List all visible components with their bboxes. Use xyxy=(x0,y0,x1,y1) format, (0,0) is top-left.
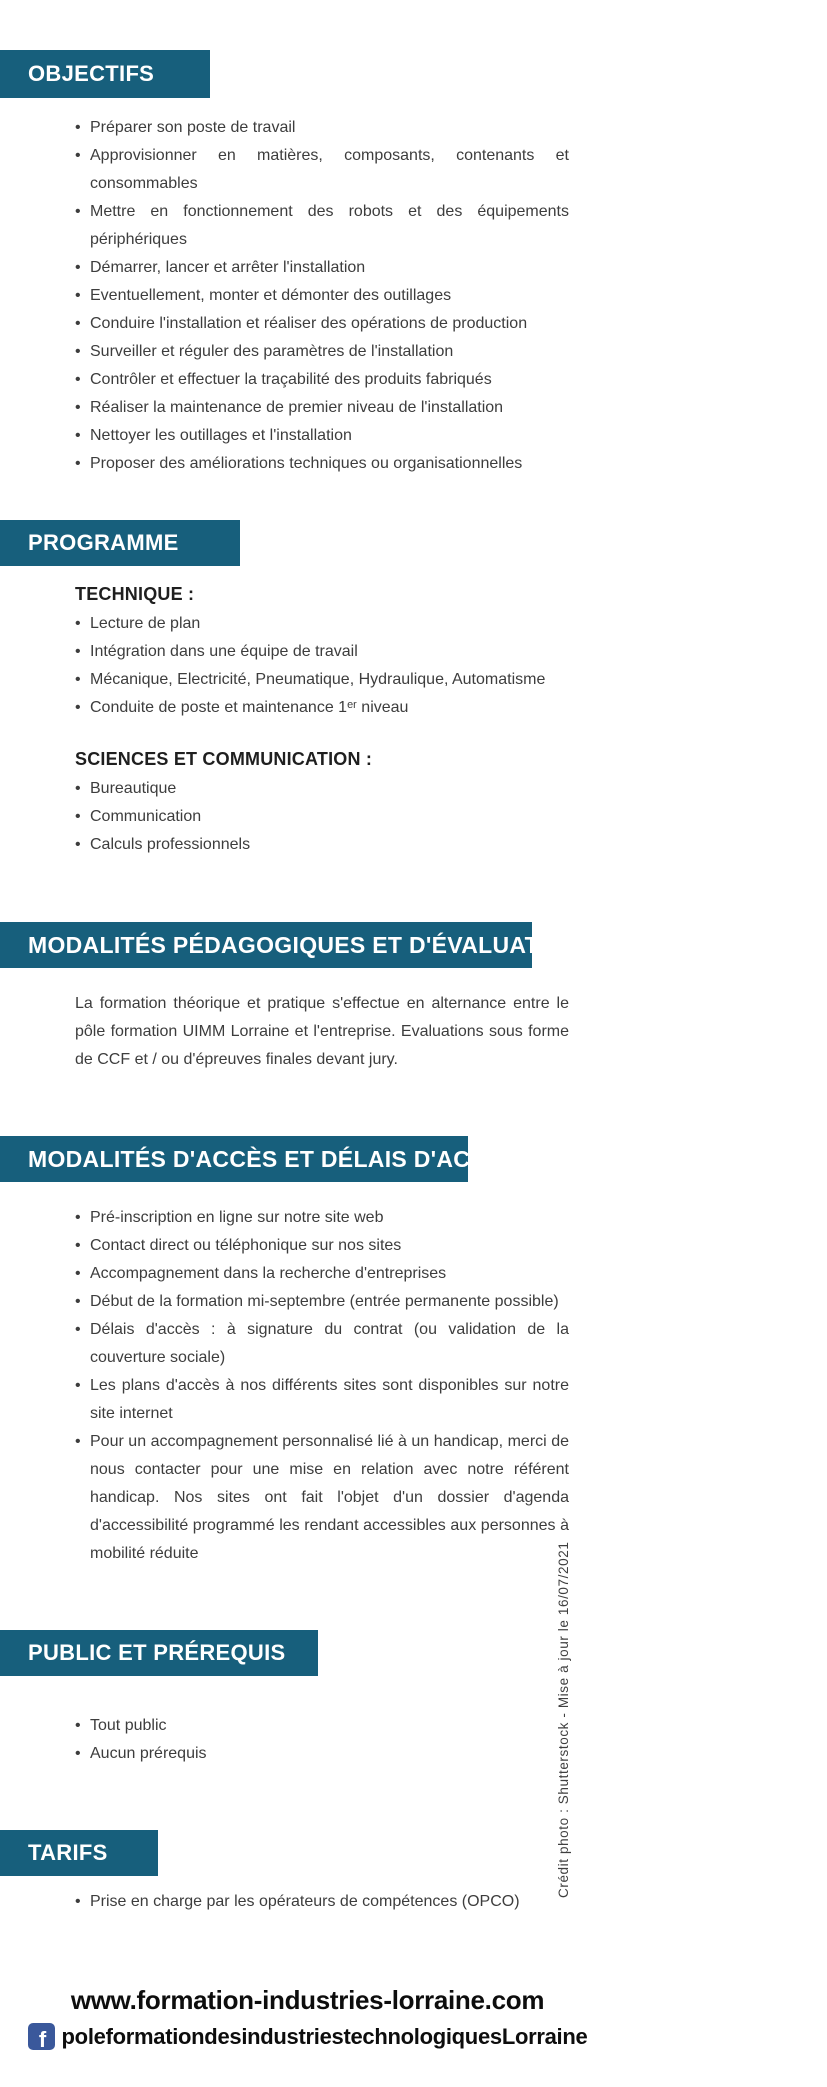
list-item: • Aucun prérequis xyxy=(75,1740,569,1768)
list-item: • Les plans d'accès à nos différents sites sont disponibles sur notre site internet xyxy=(75,1372,569,1428)
list-item: • Mettre en fonctionnement des robots et des équipements périphériques xyxy=(75,198,569,254)
facebook-handle[interactable]: poleformationdesindustriestechnologiquesLorraine xyxy=(61,2023,588,2049)
facebook-icon[interactable] xyxy=(28,2023,55,2050)
programme-technique-heading: TECHNIQUE : xyxy=(75,584,195,604)
facebook-row xyxy=(0,2023,615,2050)
tarifs-list-container xyxy=(75,1888,569,1916)
modalites-pedagogiques-paragraph: La formation théorique et pratique s'effectue en alternance entre le pôle formation UIMM Lorraine et l'entreprise. Evaluations sous forme de CCF et / ou d'épreuves finales devant jury. xyxy=(75,995,569,1068)
list-item: • Délais d'accès : à signature du contrat (ou validation de la couverture sociale) xyxy=(75,1316,569,1372)
list-item: • Début de la formation mi-septembre (entrée permanente possible) xyxy=(75,1288,569,1316)
objectifs-list-container xyxy=(75,114,569,478)
list-item: • Calculs professionnels xyxy=(75,831,569,859)
list-item: • Démarrer, lancer et arrêter l'installation xyxy=(75,254,569,282)
list-item: • Surveiller et réguler des paramètres de l'installation xyxy=(75,338,569,366)
objectifs-list xyxy=(75,114,569,478)
list-item: • Pour un accompagnement personnalisé lié à un handicap, merci de nous contacter pour une mise en relation avec notre référent handicap. Nos sites ont fait l'objet d'un dossier d'agenda d'accessibilité programmé les rendant accessibles aux personnes à mobilité réduite xyxy=(75,1428,569,1568)
section-title: OBJECTIFS xyxy=(28,61,155,86)
sciences-list-container xyxy=(75,775,569,859)
technique-list-container xyxy=(75,610,569,722)
photo-credit: Crédit photo : Shutterstock - Mise à jour le 16/07/2021 xyxy=(556,1541,571,1899)
section-header-tarifs xyxy=(0,1830,158,1876)
list-item: • Intégration dans une équipe de travail xyxy=(75,638,569,666)
list-item: • Préparer son poste de travail xyxy=(75,114,569,142)
section-header-modalites-acces xyxy=(0,1136,519,1182)
section-title: MODALITÉS PÉDAGOGIQUES ET D'ÉVALUATION xyxy=(28,931,581,958)
technique-list xyxy=(75,610,569,722)
list-item: • Communication xyxy=(75,803,569,831)
facebook-icon-letter: f xyxy=(38,2027,47,2050)
acces-list-container xyxy=(75,1204,569,1568)
list-item: • Nettoyer les outillages et l'installation xyxy=(75,422,569,450)
list-item: • Conduire l'installation et réaliser des opérations de production xyxy=(75,310,569,338)
section-header-public-prerequis xyxy=(0,1630,318,1676)
list-item: • Contrôler et effectuer la traçabilité des produits fabriqués xyxy=(75,366,569,394)
section-header-modalites-pedagogiques xyxy=(0,922,581,968)
public-list-container xyxy=(75,1712,569,1768)
list-item: • Eventuellement, monter et démonter des outillages xyxy=(75,282,569,310)
tarifs-list xyxy=(75,1888,569,1916)
list-item: • Bureautique xyxy=(75,775,569,803)
list-item: • Accompagnement dans la recherche d'entreprises xyxy=(75,1260,569,1288)
section-title: PROGRAMME xyxy=(28,530,179,555)
section-title: TARIFS xyxy=(28,1840,108,1865)
acces-list xyxy=(75,1204,569,1568)
list-item: • Proposer des améliorations techniques ou organisationnelles xyxy=(75,450,569,478)
section-header-objectifs xyxy=(0,50,210,98)
section-title: PUBLIC ET PRÉREQUIS xyxy=(28,1640,286,1665)
footer xyxy=(0,1985,615,2050)
list-item: • Approvisionner en matières, composants, contenants et consommables xyxy=(75,142,569,198)
list-item: • Mécanique, Electricité, Pneumatique, Hydraulique, Automatisme xyxy=(75,666,569,694)
website-url[interactable]: www.formation-industries-lorraine.com xyxy=(70,1985,545,2015)
list-item: • Pré-inscription en ligne sur notre site web xyxy=(75,1204,569,1232)
list-item: • Lecture de plan xyxy=(75,610,569,638)
list-item: • Réaliser la maintenance de premier niveau de l'installation xyxy=(75,394,569,422)
list-item: • Contact direct ou téléphonique sur nos sites xyxy=(75,1232,569,1260)
section-title: MODALITÉS D'ACCÈS ET DÉLAIS D'ACCÈS xyxy=(28,1145,519,1172)
sciences-list xyxy=(75,775,569,859)
list-item: • Tout public xyxy=(75,1712,569,1740)
section-header-programme xyxy=(0,520,240,566)
list-item: • Conduite de poste et maintenance 1ᵉʳ niveau xyxy=(75,694,569,722)
programme-sciences-heading: SCIENCES ET COMMUNICATION : xyxy=(75,749,373,769)
public-list xyxy=(75,1712,569,1768)
list-item: • Prise en charge par les opérateurs de compétences (OPCO) xyxy=(75,1888,569,1916)
